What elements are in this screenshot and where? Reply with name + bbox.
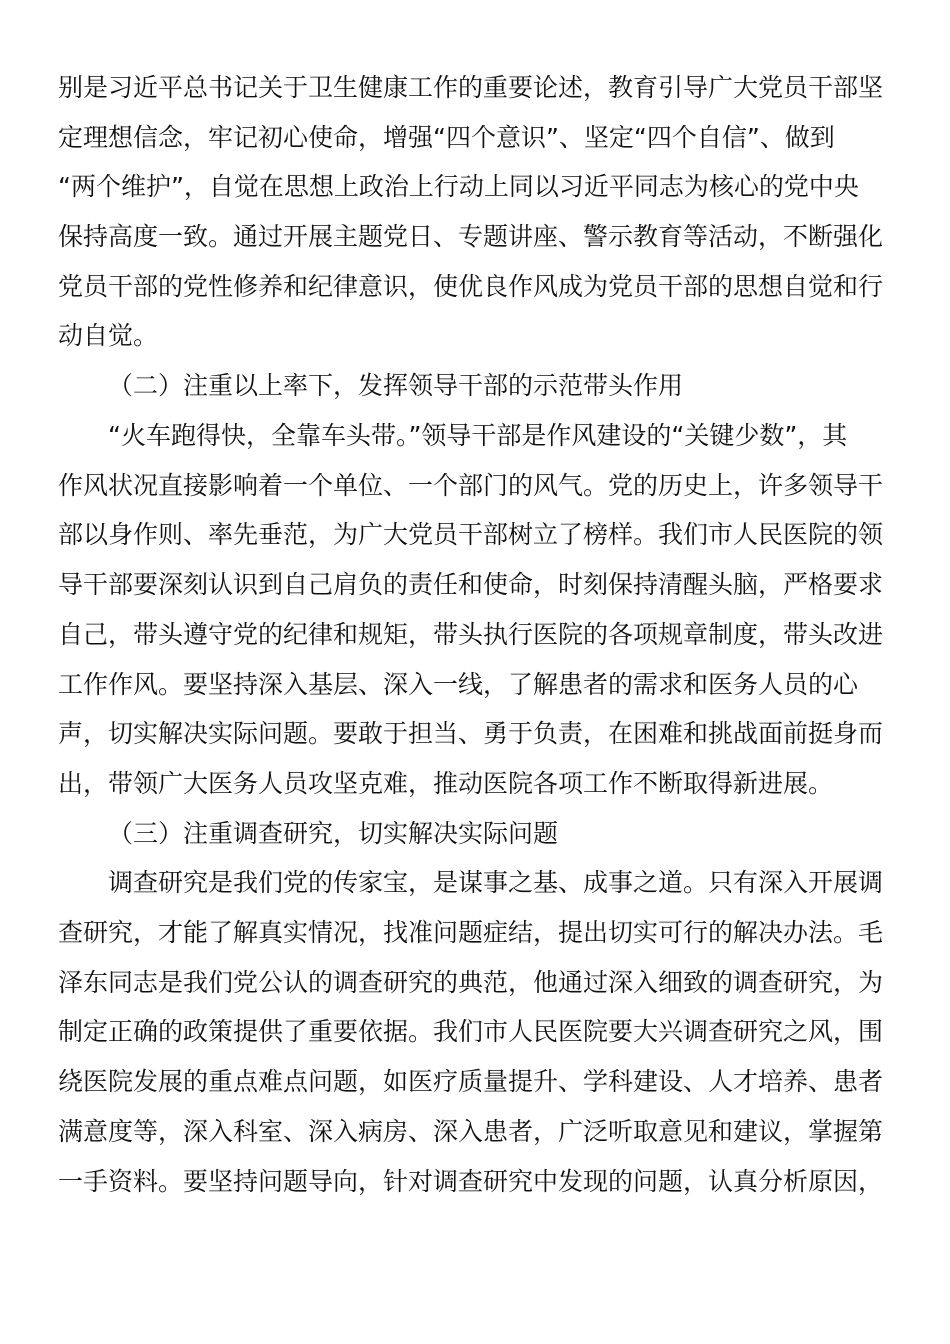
text-line: 一手资料。要坚持问题导向，针对调查研究中发现的问题，认真分析原因， bbox=[58, 1167, 884, 1196]
text-line: 满意度等，深入科室、深入病房、深入患者，广泛听取意见和建议，掌握第 bbox=[58, 1117, 884, 1146]
section-heading: （三）注重调查研究，切实解决实际问题 bbox=[108, 819, 559, 848]
text-line: 泽东同志是我们党公认的调查研究的典范，他通过深入细致的调查研究，为 bbox=[58, 968, 884, 997]
text-line: 声，切实解决实际问题。要敢于担当、勇于负责，在困难和挑战面前挺身而 bbox=[58, 719, 884, 748]
text-line: 绕医院发展的重点难点问题，如医疗质量提升、学科建设、人才培养、患者 bbox=[58, 1067, 884, 1096]
text-line: 作风状况直接影响着一个单位、一个部门的风气。党的历史上，许多领导干 bbox=[58, 471, 884, 500]
text-line: 制定正确的政策提供了重要依据。我们市人民医院要大兴调查研究之风，围 bbox=[58, 1017, 884, 1046]
text-line: 别是习近平总书记关于卫生健康工作的重要论述，教育引导广大党员干部坚 bbox=[58, 73, 884, 102]
text-line: “火车跑得快，全靠车头带。”领导干部是作风建设的“关键少数”，其 bbox=[108, 421, 848, 450]
text-line: 党员干部的党性修养和纪律意识，使优良作风成为党员干部的思想自觉和行 bbox=[58, 272, 884, 301]
text-line: 自己，带头遵守党的纪律和规矩，带头执行医院的各项规章制度，带头改进 bbox=[58, 620, 884, 649]
text-line: 导干部要深刻认识到自己肩负的责任和使命，时刻保持清醒头脑，严格要求 bbox=[58, 570, 884, 599]
text-line: 定理想信念，牢记初心使命，增强“四个意识”、坚定“四个自信”、做到 bbox=[58, 123, 835, 152]
text-line: 调查研究是我们党的传家宝，是谋事之基、成事之道。只有深入开展调 bbox=[108, 868, 884, 897]
text-line: 工作作风。要坚持深入基层、深入一线，了解患者的需求和医务人员的心 bbox=[58, 670, 859, 699]
text-line: 保持高度一致。通过开展主题党日、专题讲座、警示教育等活动，不断强化 bbox=[58, 222, 884, 251]
text-line: 动自觉。 bbox=[58, 321, 159, 350]
text-line: 查研究，才能了解真实情况，找准问题症结，提出切实可行的解决办法。毛 bbox=[58, 918, 884, 947]
text-line: “两个维护”，自觉在思想上政治上行动上同以习近平同志为核心的党中央 bbox=[58, 172, 859, 201]
text-line: 出，带领广大医务人员攻坚克难，推动医院各项工作不断取得新进展。 bbox=[58, 769, 834, 798]
text-line: 部以身作则、率先垂范，为广大党员干部树立了榜样。我们市人民医院的领 bbox=[58, 520, 884, 549]
section-heading: （二）注重以上率下，发挥领导干部的示范带头作用 bbox=[108, 371, 684, 400]
